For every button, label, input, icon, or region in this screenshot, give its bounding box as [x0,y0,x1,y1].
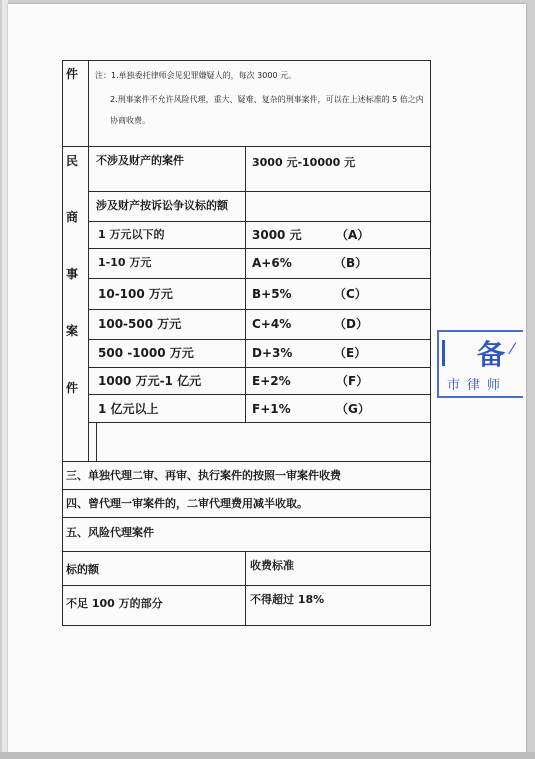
blank-row-inner-line [96,422,97,461]
risk-row-right: 不得超过 18% [250,593,325,606]
section-four-top [62,489,431,490]
fee-row-fee: 3000 元 [252,228,302,242]
fee-row-range: 1-10 万元 [98,256,152,269]
fee-row-code: （F） [336,374,369,388]
fee-row-range: 1000 万元-1 亿元 [98,374,202,388]
fee-row-code: （B） [334,256,368,270]
row-line-6 [88,339,431,340]
table-bottom-border [62,625,431,626]
note-line-1: 注：1.单独委托律师会见犯罪嫌疑人的，每次 3000 元。 [95,71,297,80]
fee-row-code: （A） [336,228,370,242]
notes-row-divider [62,146,431,147]
row-line-7 [88,367,431,368]
section-three-top [62,461,431,462]
row-line-5 [88,309,431,310]
civil-side-char-5: 件 [66,381,79,395]
side-column-divider [88,60,89,461]
row-line-3 [88,248,431,249]
fee-row-fee: E+2% [252,374,291,388]
row-line-9 [88,422,431,423]
non-property-label: 不涉及财产的案件 [96,154,184,167]
fee-row-fee: B+5% [252,287,292,301]
fee-row-code: （D） [334,317,368,331]
table-top-border [62,60,431,61]
property-header: 涉及财产按诉讼争议标的额 [96,199,228,212]
fee-row-fee: C+4% [252,317,292,331]
fee-row-range: 500 -1000 万元 [98,346,194,360]
fee-row-fee: F+1% [252,402,291,416]
fee-row-range: 1 亿元以上 [98,402,159,416]
row-line-4 [88,278,431,279]
civil-mid-divider [245,146,246,422]
risk-row-left: 不足 100 万的部分 [66,597,163,610]
risk-header-left: 标的额 [66,563,99,576]
row-line-8 [88,394,431,395]
fee-row-range: 1 万元以下的 [98,228,165,241]
section-five-text: 五、风险代理案件 [66,526,154,539]
fee-row-code: （E） [334,346,367,360]
section-five-top [62,517,431,518]
fee-row-range: 10-100 万元 [98,287,173,301]
civil-side-char-1: 民 [66,154,79,168]
note-line-3: 协商收费。 [110,116,150,125]
notes-side-label: 件 [66,67,79,81]
fee-row-range: 100-500 万元 [98,317,182,331]
stamp-text: 市律师 [447,378,508,393]
section-four-text: 四、曾代理一审案件的，二审代理费用减半收取。 [66,497,308,510]
row-line-2 [88,221,431,222]
fee-row-code: （C） [334,287,367,301]
row-line-1 [88,191,431,192]
civil-side-char-4: 案 [66,324,79,338]
scan-bottom-edge [0,752,535,759]
note-line-2: 2.刑事案件不允许风险代理，重大、疑难、复杂的刑事案件，可以在上述标准的 5 倍之内 [110,95,424,104]
civil-side-char-2: 商 [66,210,79,224]
table-left-border [62,60,63,626]
section-three-text: 三、单独代理二审、再审、执行案件的按照一审案件收费 [66,469,341,482]
risk-table-top [62,551,431,552]
civil-side-char-3: 事 [66,267,79,281]
fee-row-fee: A+6% [252,256,292,270]
non-property-value: 3000 元-10000 元 [252,156,356,169]
risk-header-right: 收费标准 [250,559,294,572]
stamp-stroke [442,340,445,366]
risk-table-mid [62,585,431,586]
fee-row-fee: D+3% [252,346,293,360]
fee-row-code: （G） [336,402,370,416]
stamp-char: 备 [477,338,506,371]
table-right-border [430,60,431,626]
risk-table-divider [245,551,246,626]
stamp-mark: ⁄ [511,339,514,358]
